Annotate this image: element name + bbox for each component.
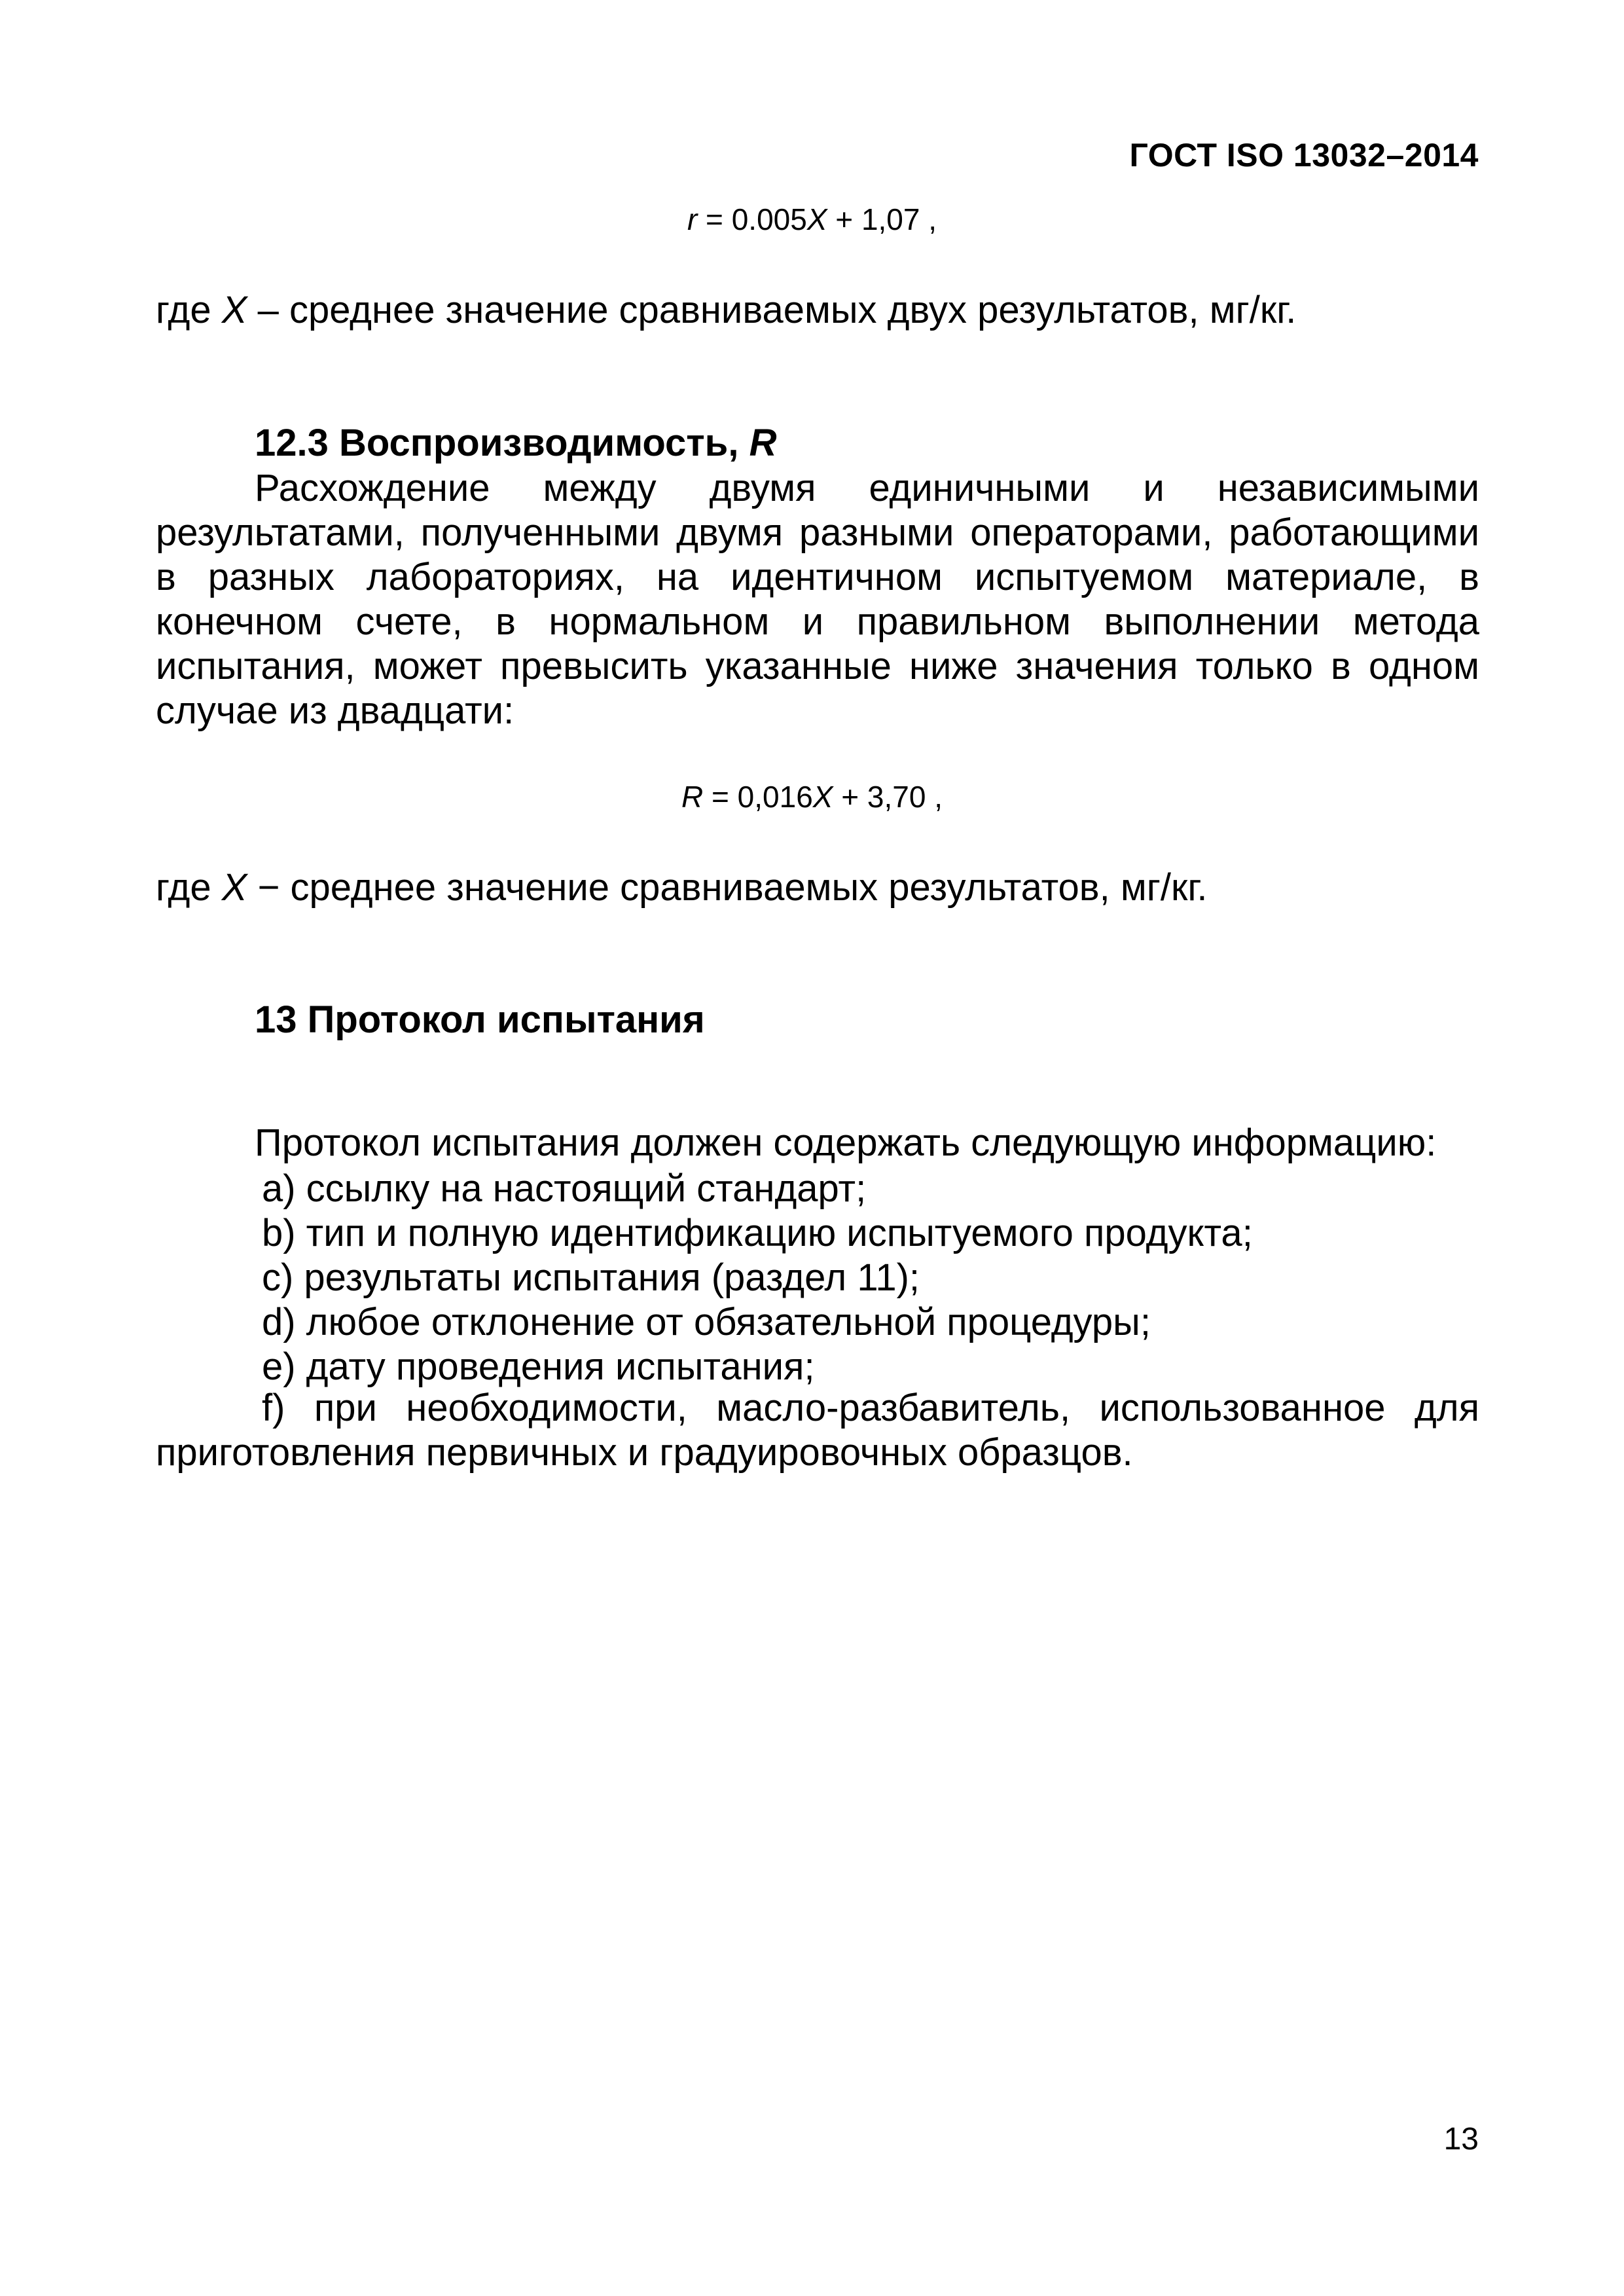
where-clause-repeatability [156,288,1296,332]
section-heading-12-3 [255,421,776,465]
protocol-intro: Протокол испытания должен содержать следующую информацию: [255,1121,1437,1164]
where-prefix: где [156,866,222,909]
formula-tail: + 1,07 , [827,202,937,236]
formula-tail: + 3,70 , [833,780,943,814]
list-item-f-text: f) при необходимости, масло-разбавитель, использованное для приготовления первичных и градуировочных образцов. [156,1387,1479,1474]
formula-symbol-R: R [681,780,704,814]
formula-rest: = 0.005 [697,202,807,236]
formula-symbol-r: r [687,202,698,236]
list-item-c: c) результаты испытания (раздел 11); [262,1256,920,1299]
section-heading-13: 13 Протокол испытания [255,998,705,1041]
where-var: X [221,866,247,909]
where-text: − среднее значение сравниваемых результатов, мг/кг. [247,866,1208,909]
where-clause-reproducibility [156,866,1208,909]
formula-var: X [812,780,833,814]
formula-var: X [806,202,827,236]
reproducibility-text: Расхождение между двумя единичными и независимыми результатами, полученными двумя разными операторами, работающими в разных лабораториях, на идентичном испытуемом материале, в конечном счете, в нормальном и правильном выполнении метода испытания, может превысить указанные ниже значения только в одном случае из двадцати: [156,467,1479,732]
page-number: 13 [1443,2122,1479,2157]
list-item-b: b) тип и полную идентификацию испытуемого продукта; [262,1212,1253,1254]
formula-repeatability [0,202,1624,237]
list-item-a: a) ссылку на настоящий стандарт; [262,1167,867,1210]
document-code-header: ГОСТ ISO 13032–2014 [1129,137,1479,173]
formula-rest: = 0,016 [703,780,813,814]
where-text: – среднее значение сравниваемых двух результатов, мг/кг. [247,289,1297,331]
section-title-symbol: R [749,422,777,464]
where-prefix: где [156,289,222,331]
formula-reproducibility [0,779,1624,814]
section-title-text: 12.3 Воспроизводимость, [255,422,749,464]
list-item-e: e) дату проведения испытания; [262,1345,815,1388]
where-var: X [221,289,247,331]
list-item-d: d) любое отклонение от обязательной процедуры; [262,1301,1151,1343]
list-item-f [156,1386,1479,1475]
reproducibility-paragraph [156,466,1479,733]
